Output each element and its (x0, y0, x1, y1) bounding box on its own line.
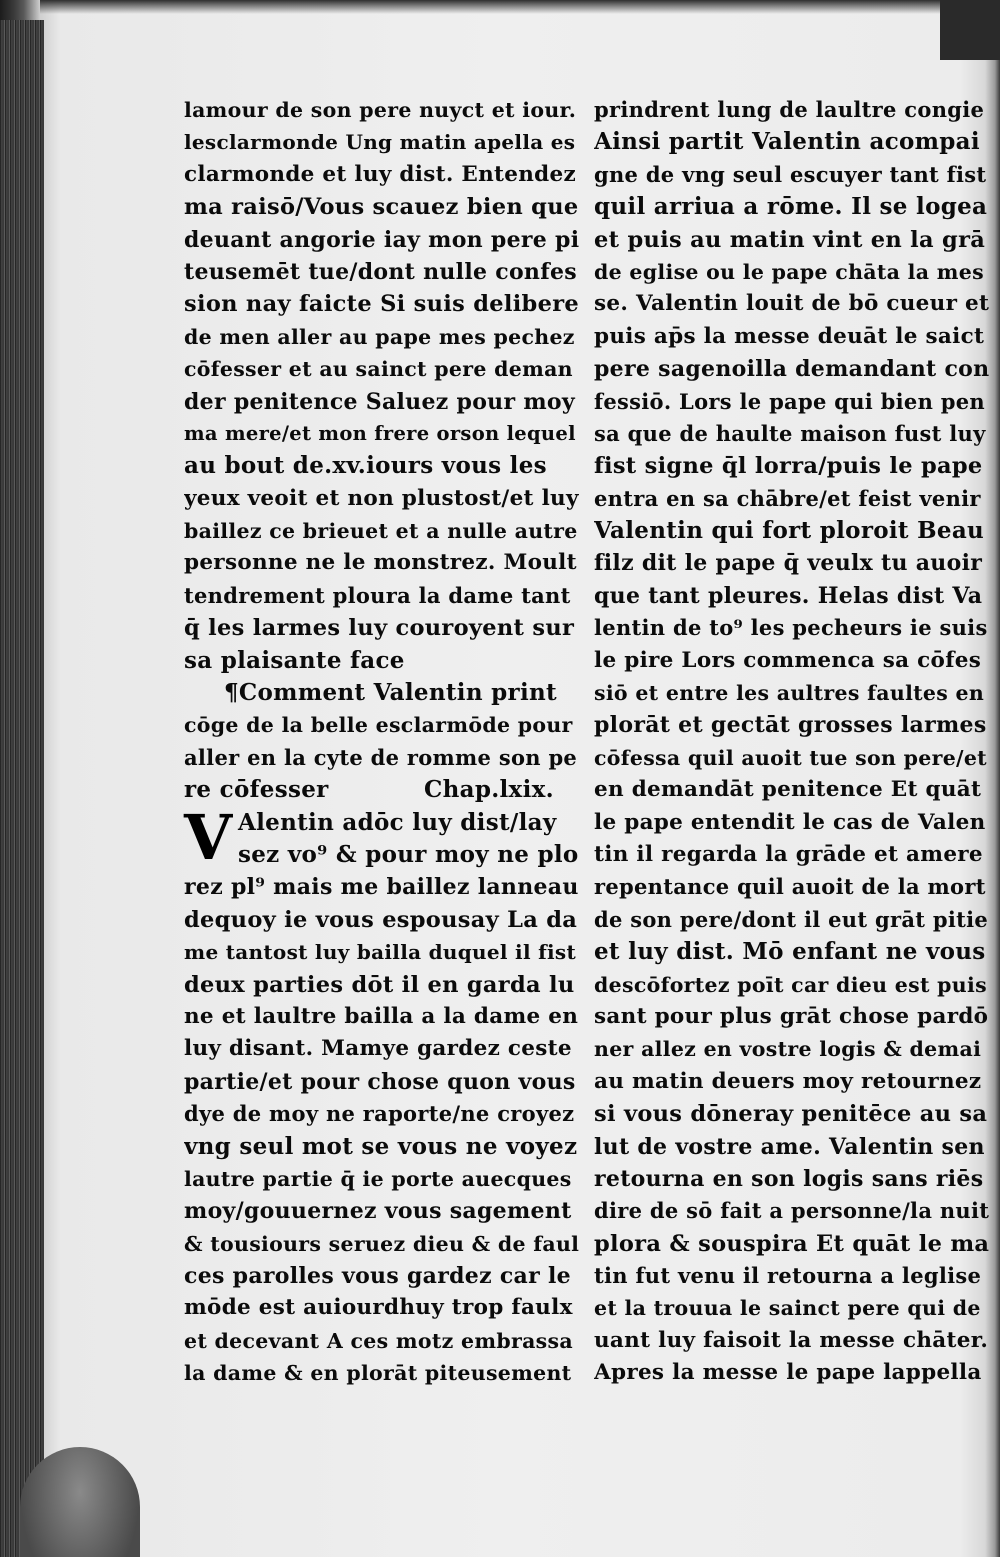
text-line: tin il regarda la grāde et amere (594, 841, 983, 867)
text-line: lautre partie q̄ ie porte auecques (184, 1166, 572, 1191)
chapter-heading-line: ¶Comment Valentin print (224, 679, 557, 707)
text-line: sez vo⁹ & pour moy ne plo (238, 840, 579, 868)
text-line: quil arriua a rōme. Il se logea (594, 193, 988, 221)
text-line: uant luy faisoit la messe chāter. (594, 1327, 989, 1353)
chapter-heading-line: aller en la cyte de romme son pe (184, 744, 578, 770)
text-line: en demandāt penitence Et quāt (594, 777, 982, 803)
text-line: se. Valentin louit de bō cueur et (594, 291, 989, 317)
chapter-body (184, 800, 579, 1390)
text-line: le pape entendit le cas de Valen (594, 809, 986, 835)
text-line: Alentin adōc luy dist/lay (238, 808, 557, 836)
text-line: luy disant. Mamye gardez ceste (184, 1036, 572, 1062)
chapter-heading-line: cōge de la belle esclarmōde pour (184, 713, 573, 738)
text-line: retourna en son logis sans riēs (594, 1165, 984, 1192)
text-line: cōfessa quil auoit tue son pere/et (594, 745, 987, 770)
text-line: Apres la messe le pape lappella (594, 1360, 982, 1386)
left-column (184, 94, 579, 1390)
text-line: Ainsi partit Valentin acompai (594, 128, 980, 156)
text-line: sant pour plus grāt chose pardō (594, 1003, 989, 1029)
text-line: et luy dist. Mō enfant ne vous (594, 938, 986, 966)
text-line: dire de sō fait a personne/la nuit (594, 1198, 989, 1224)
chapter-number: Chap.lxix. (424, 776, 554, 804)
text-line: entra en sa chābre/et feist venir (594, 485, 981, 511)
text-line: deux parties dōt il en garda lu (184, 971, 575, 998)
text-line: moy/gouuernez vous sagement (184, 1198, 572, 1225)
text-line: der penitence Saluez pour moy (184, 388, 575, 415)
text-line: ner allez en vostre logis & demai (594, 1037, 982, 1062)
text-line: prindrent lung de laultre congie (594, 97, 985, 122)
text-line: fist signe q̄l lorra/puis le pape (594, 453, 983, 480)
text-line: si vous dōneray penitēce au sa (594, 1101, 988, 1128)
text-line: lentin de to⁹ les pecheurs ie suis (594, 615, 988, 641)
text-line: ma mere/et mon frere orson lequel (184, 421, 576, 445)
text-line: vng seul mot se vous ne voyez (184, 1132, 578, 1160)
text-line: dequoy ie vous espousay La da (184, 906, 578, 933)
text-line: siō et entre les aultres faultes en (594, 681, 985, 706)
text-line: Valentin qui fort ploroit Beau (594, 517, 985, 545)
text-line: tin fut venu il retourna a leglise (594, 1263, 982, 1289)
text-line: sa plaisante face (184, 646, 405, 674)
text-line: yeux veoit et non plustost/et luy (184, 485, 579, 511)
text-line: et puis au matin vint en la grā (594, 226, 986, 253)
text-line: baillez ce brieuet et a nulle autre (184, 519, 578, 544)
text-line: me tantost luy bailla duquel il fist (184, 940, 577, 965)
chapter-heading-text: re cōfesser (184, 776, 329, 804)
text-line: sion nay faicte Si suis delibere (184, 291, 579, 318)
text-line: repentance quil auoit de la mort (594, 874, 986, 900)
text-line: la dame & en plorāt piteusement (184, 1361, 572, 1386)
text-line: & tousiours seruez dieu & de faul (184, 1231, 579, 1256)
text-line: deuant angorie iay mon pere pi (184, 226, 579, 253)
right-column (594, 94, 989, 1390)
text-line: lut de vostre ame. Valentin sen (594, 1133, 985, 1160)
text-line: plorāt et gectāt grosses larmes (594, 712, 987, 739)
text-line: au bout de.xv.iours vous les (184, 452, 547, 480)
text-line: pere sagenoilla demandant con (594, 356, 989, 383)
text-line: tendrement ploura la dame tant (184, 582, 571, 608)
text-line: le pire Lors commenca sa cōfes (594, 647, 982, 673)
text-line: partie/et pour chose quon vous (184, 1068, 576, 1095)
text-line: cōfesser et au sainct pere deman (184, 357, 573, 382)
text-line: dye de moy ne raporte/ne croyez (184, 1101, 575, 1127)
text-line: ma raisō/Vous scauez bien que (184, 194, 579, 221)
text-line: gne de vng seul escuyer tant fist (594, 161, 987, 187)
text-line: que tant pleures. Helas dist Va (594, 582, 983, 609)
page (44, 14, 990, 1557)
text-line: au matin deuers moy retournez (594, 1068, 982, 1094)
text-line: rez pl⁹ mais me baillez lanneau (184, 874, 579, 901)
text-line: ne et laultre bailla a la dame en (184, 1003, 579, 1029)
text-line: et la trouua le sainct pere qui de (594, 1296, 981, 1321)
text-line: personne ne le monstrez. Moult (184, 550, 577, 576)
text-line: puis ap̄s la messe deuāt le saict (594, 323, 985, 349)
text-line: de men aller au pape mes pechez (184, 324, 575, 349)
text-line: lamour de son pere nuyct et iour. (184, 98, 577, 122)
chapter-heading-line (184, 774, 579, 806)
text-line: de eglise ou le pape chāta la mes (594, 259, 984, 284)
text-line: lesclarmonde Ung matin apella es (184, 130, 576, 155)
text-line: mōde est auiourdhuy trop faulx (184, 1295, 573, 1321)
text-line: ces parolles vous gardez car le (184, 1263, 571, 1290)
text-line: clarmonde et luy dist. Entendez (184, 161, 576, 187)
top-shadow (40, 0, 1000, 14)
text-line: fessiō. Lors le pape qui bien pen (594, 388, 985, 414)
book-page-edges (0, 20, 44, 1557)
text-line: descōfortez poīt car dieu est puis (594, 972, 987, 997)
text-line: de son pere/dont il eut grāt pitie (594, 906, 989, 932)
text-line: plora & souspira Et quāt le ma (594, 1230, 989, 1257)
text-line: sa que de haulte maison fust luy (594, 420, 986, 446)
drop-cap-initial: V (184, 800, 233, 874)
text-line: et decevant A ces motz embrassa (184, 1328, 573, 1353)
text-line: q̄ les larmes luy couroyent sur (184, 615, 575, 642)
text-line: filz dit le pape q̄ veulx tu auoir (594, 550, 983, 577)
text-line: teusemēt tue/dont nulle confes (184, 258, 577, 285)
